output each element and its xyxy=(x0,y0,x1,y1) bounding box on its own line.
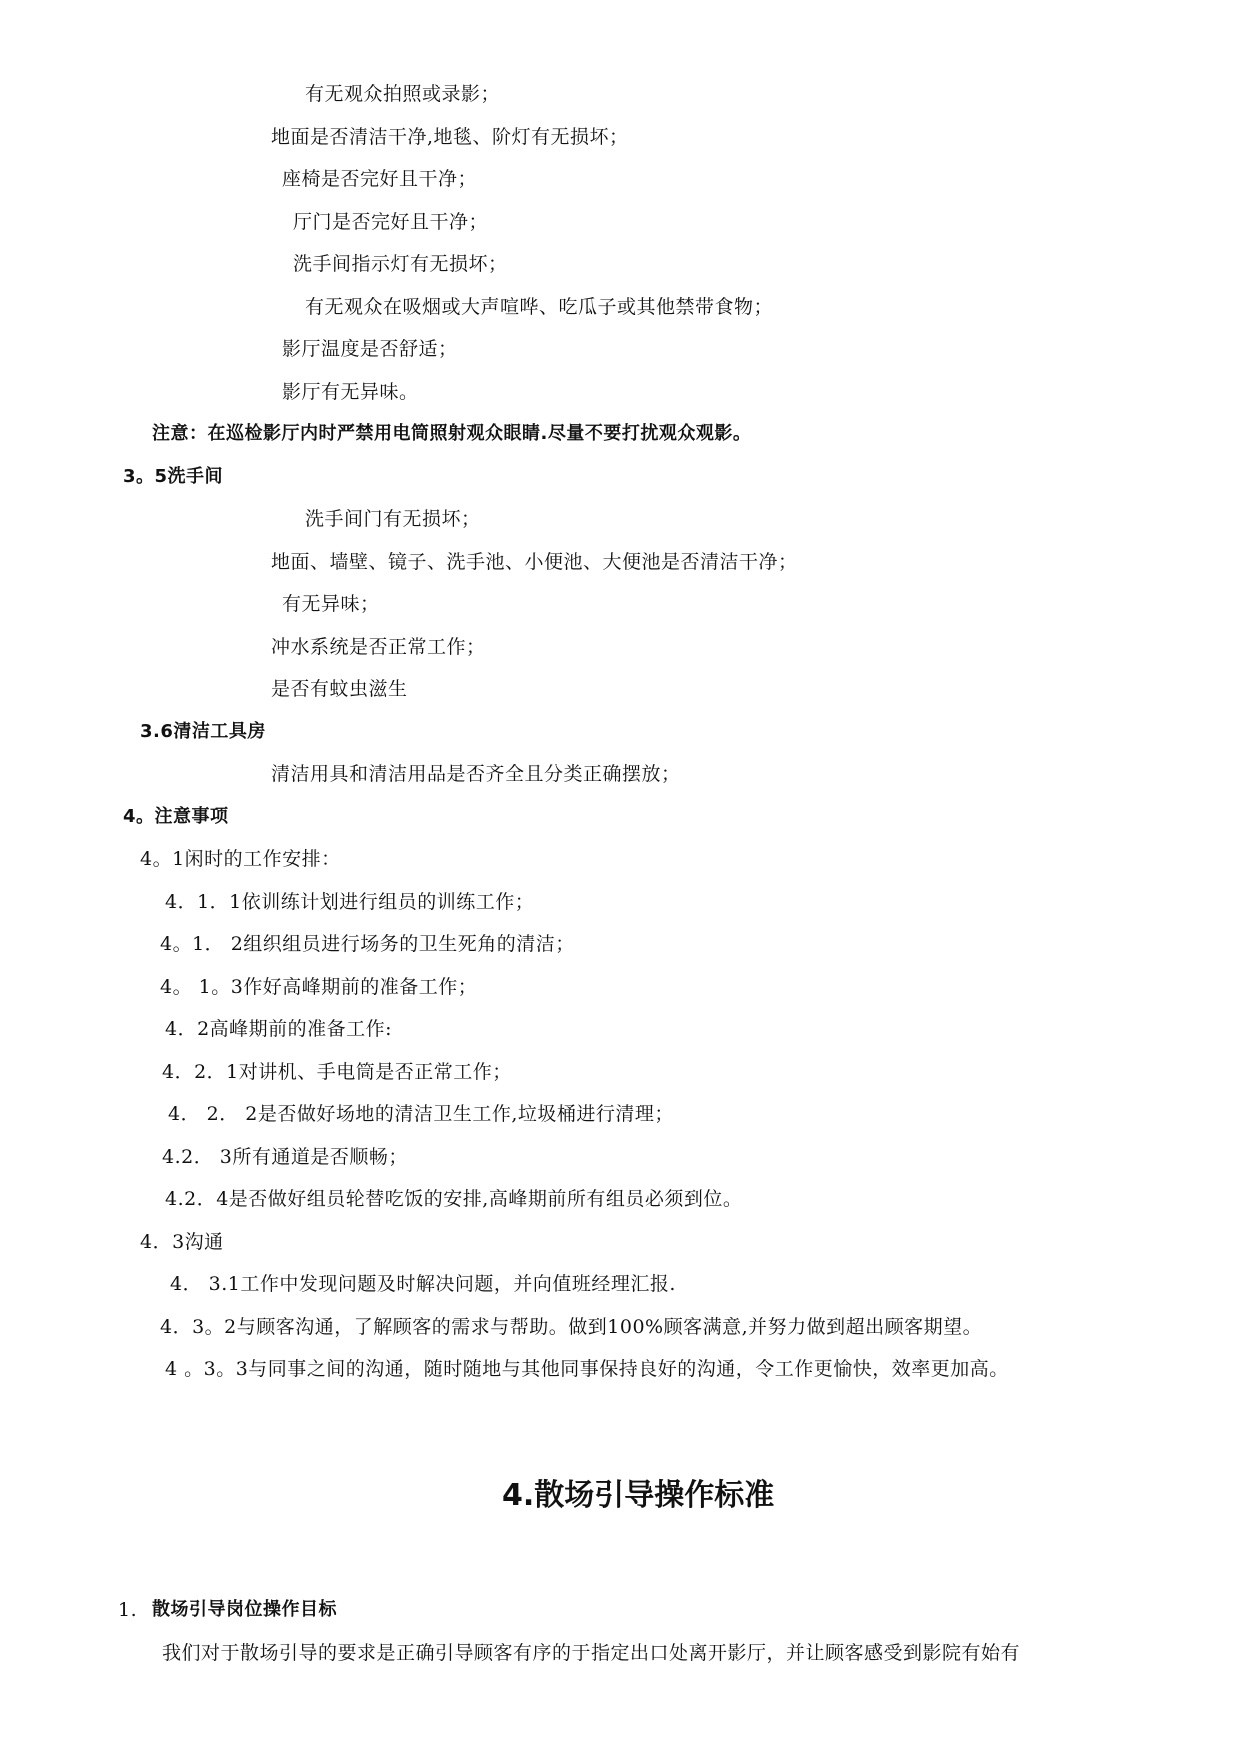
heading-restroom: 3。5洗手间 xyxy=(123,466,224,487)
check-item-floor: 地面是否清洁干净,地毯、阶灯有无损坏； xyxy=(271,126,629,148)
notes-4-3-1: 4． 3.1工作中发现问题及时解决问题，并向值班经理汇报. xyxy=(170,1273,676,1295)
check-item-photo: 有无观众拍照或录影； xyxy=(305,83,501,105)
subsection-title: 散场引导岗位操作目标 xyxy=(152,1599,337,1620)
closing-paragraph: 我们对于散场引导的要求是正确引导顾客有序的于指定出口处离开影厅，并让顾客感受到影院有始有 xyxy=(162,1642,1021,1664)
notes-4-3: 4．3沟通 xyxy=(140,1231,224,1253)
notes-4-2-2: 4． 2． 2是否做好场地的清洁卫生工作,垃圾桶进行清理； xyxy=(168,1103,674,1125)
check-item-smoking: 有无观众在吸烟或大声喧哗、吃瓜子或其他禁带食物； xyxy=(305,296,774,318)
notes-4-2-3: 4.2． 3所有通道是否顺畅； xyxy=(162,1146,408,1168)
check-item-odor: 影厅有无异味。 xyxy=(282,381,419,403)
subsection-number: 1. xyxy=(118,1599,138,1621)
restroom-item-odor: 有无异味； xyxy=(282,593,380,615)
section-title: 4.散场引导操作标准 xyxy=(502,1478,775,1513)
restroom-item-insects: 是否有蚊虫滋生 xyxy=(271,678,408,700)
notes-4-1-1: 4．1．1依训练计划进行组员的训练工作； xyxy=(165,891,535,913)
notes-4-1: 4。1闲时的工作安排： xyxy=(140,848,341,870)
restroom-item-clean: 地面、墙壁、镜子、洗手池、小便池、大便池是否清洁干净； xyxy=(271,551,798,573)
check-item-temperature: 影厅温度是否舒适； xyxy=(282,338,458,360)
restroom-item-door: 洗手间门有无损坏； xyxy=(305,508,481,530)
check-item-seats: 座椅是否完好且干净； xyxy=(282,168,478,190)
notes-4-3-3: 4 。3。3与同事之间的沟通，随时随地与其他同事保持良好的沟通，令工作更愉快，效率更加高。 xyxy=(165,1358,1009,1380)
notes-4-3-2: 4．3。2与顾客沟通，了解顾客的需求与帮助。做到100%顾客满意,并努力做到超出顾客期望。 xyxy=(160,1316,983,1338)
cleaning-room-item: 清洁用具和清洁用品是否齐全且分类正确摆放； xyxy=(271,763,681,785)
restroom-item-flush: 冲水系统是否正常工作； xyxy=(271,636,486,658)
heading-notes: 4。注意事项 xyxy=(123,806,229,827)
notes-4-2-4: 4.2．4是否做好组员轮替吃饭的安排,高峰期前所有组员必须到位。 xyxy=(165,1188,743,1210)
heading-cleaning-room: 3.6清洁工具房 xyxy=(140,721,266,742)
inspection-note: 注意：在巡检影厅内时严禁用电筒照射观众眼睛.尽量不要打扰观众观影。 xyxy=(152,423,752,444)
notes-4-1-2: 4。1． 2组织组员进行场务的卫生死角的清洁； xyxy=(160,933,575,955)
check-item-restroom-sign: 洗手间指示灯有无损坏； xyxy=(293,253,508,275)
notes-4-1-3: 4。 1。3作好高峰期前的准备工作； xyxy=(160,976,478,998)
notes-4-2: 4．2高峰期前的准备工作: xyxy=(165,1018,393,1040)
notes-4-2-1: 4．2．1对讲机、手电筒是否正常工作； xyxy=(162,1061,512,1083)
check-item-doors: 厅门是否完好且干净； xyxy=(293,211,489,233)
